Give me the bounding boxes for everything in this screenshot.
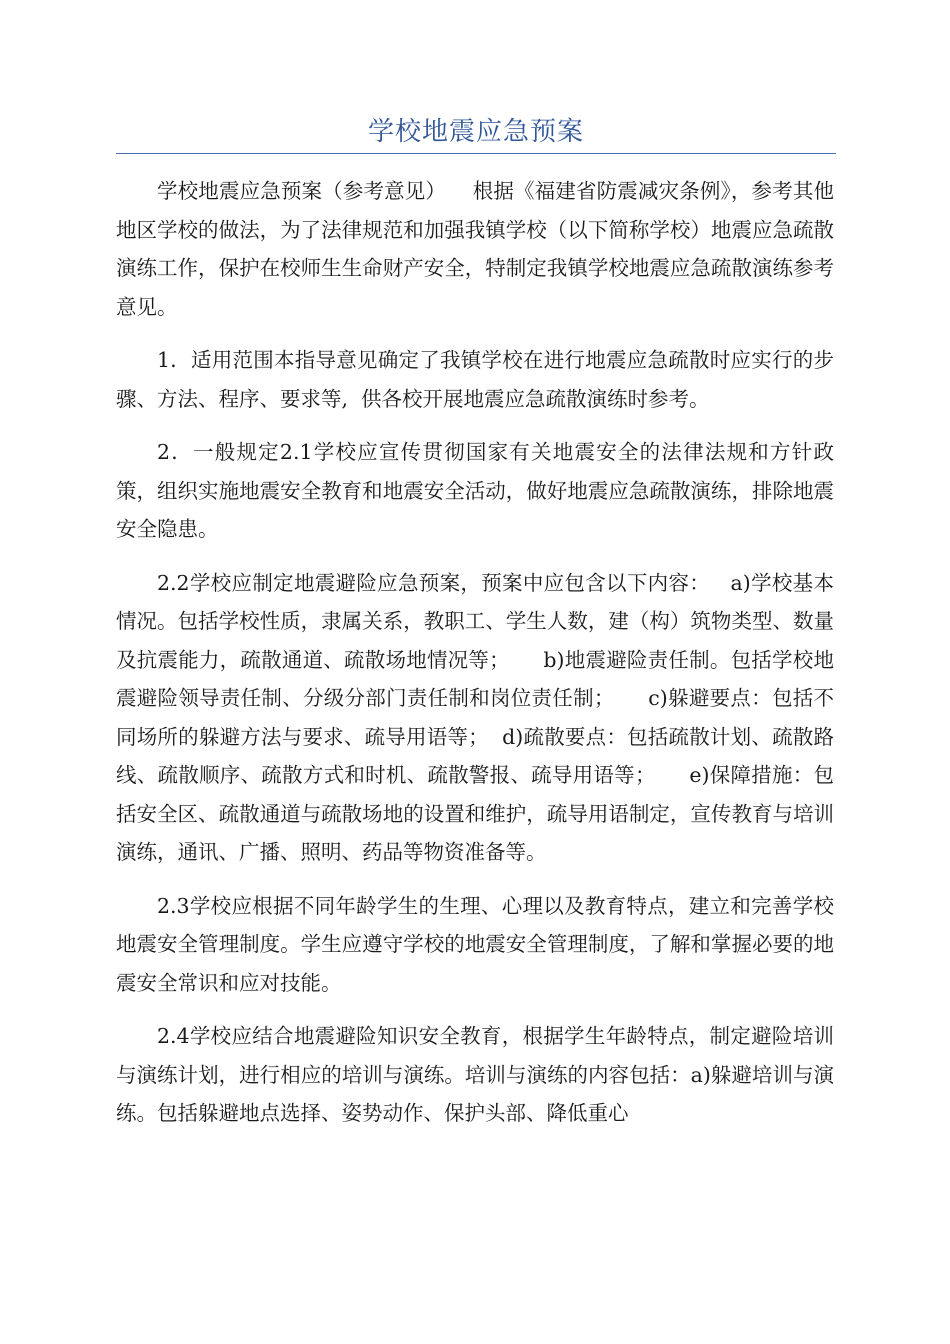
document-body xyxy=(116,172,834,1148)
paragraph-emergency-plan: 2.2学校应制定地震避险应急预案，预案中应包含以下内容： a)学校基本情况。包括学校性质，隶属关系，教职工、学生人数，建（构）筑物类型、数量及抗震能力，疏散通道、疏散场地情况等； b)地震避险责任制。包括学校地震避险领导责任制、分级分部门责任制和岗位责任制； c)躲避要点：包括不同场所的躲避方法与要求、疏导用语等； d)疏散要点：包括疏散计划、疏散路线、疏散顺序、疏散方式和时机、疏散警报、疏导用语等； e)保障措施：包括安全区、疏散通道与疏散场地的设置和维护，疏导用语制定，宣传教育与培训演练，通讯、广播、照明、药品等物资准备等。 xyxy=(116,570,834,864)
paragraph-intro: 学校地震应急预案（参考意见） 根据《福建省防震减灾条例》，参考其他地区学校的做法，为了法律规范和加强我镇学校（以下简称学校）地震应急疏散演练工作，保护在校师生生命财产安全，特制定我镇学校地震应急疏散演练参考意见。 xyxy=(116,179,834,319)
paragraph-general-rules: 2．一般规定2.1学校应宣传贯彻国家有关地震安全的法律法规和方针政策，组织实施地震安全教育和地震安全活动，做好地震应急疏散演练，排除地震安全隐患。 xyxy=(116,440,834,541)
title-underline xyxy=(116,153,836,154)
paragraph-scope: 1．适用范围本指导意见确定了我镇学校在进行地震应急疏散时应实行的步骤、方法、程序、要求等, 供各校开展地震应急疏散演练时参考。 xyxy=(116,348,834,411)
document-title: 学校地震应急预案 xyxy=(367,117,584,147)
paragraph-safety-management: 2.3学校应根据不同年龄学生的生理、心理以及教育特点，建立和完善学校地震安全管理制度。学生应遵守学校的地震安全管理制度，了解和掌握必要的地震安全常识和应对技能。 xyxy=(116,893,834,995)
paragraph-training: 2.4学校应结合地震避险知识安全教育，根据学生年龄特点，制定避险培训与演练计划，进行相应的培训与演练。培训与演练的内容包括：a)躲避培训与演练。包括躲避地点选择、姿势动作、保护头部、降低重心 xyxy=(116,1024,834,1125)
